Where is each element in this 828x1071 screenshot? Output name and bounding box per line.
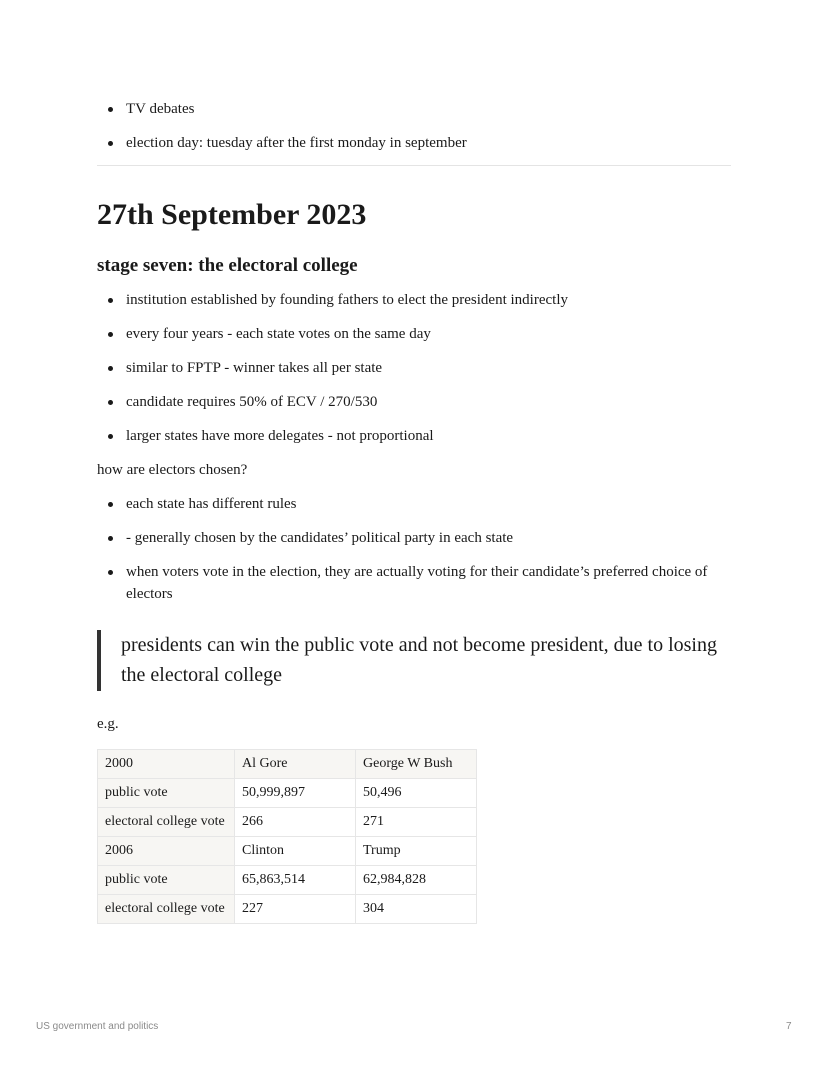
footer-title: US government and politics [36,1021,159,1032]
table-cell: 50,999,897 [235,779,356,808]
table-row [98,866,477,895]
table-cell: 62,984,828 [356,866,477,895]
list-item: when voters vote in the election, they are actually voting for their candidate’s preferred choice of electors [97,561,717,605]
table-cell: 271 [356,808,477,837]
table-cell: 65,863,514 [235,866,356,895]
list-item: each state has different rules [97,493,717,515]
divider [97,165,731,166]
list-item: larger states have more delegates - not proportional [97,425,731,447]
table-row [98,837,477,866]
table-cell: 2000 [98,750,235,779]
date-heading: 27th September 2023 [97,198,367,231]
table-cell: 304 [356,895,477,924]
list-item: election day: tuesday after the first monday in september [97,132,731,154]
table-cell: 227 [235,895,356,924]
list-item: TV debates [97,98,731,120]
bullet-list-electors [97,493,717,617]
table-row [98,808,477,837]
table-cell: public vote [98,779,235,808]
electors-question: how are electors chosen? [97,462,248,478]
table-cell: 50,496 [356,779,477,808]
table-cell: 266 [235,808,356,837]
bullet-list-electoral-college [97,289,731,459]
quote-block: presidents can win the public vote and not become president, due to losing the electoral college [97,630,741,691]
example-label: e.g. [97,716,119,732]
table-cell: electoral college vote [98,808,235,837]
table-cell: public vote [98,866,235,895]
list-item: candidate requires 50% of ECV / 270/530 [97,391,731,413]
table-row [98,779,477,808]
section-heading: stage seven: the electoral college [97,255,358,276]
table-cell: 2006 [98,837,235,866]
table-cell: Al Gore [235,750,356,779]
table-row [98,750,477,779]
table-cell: George W Bush [356,750,477,779]
list-item: institution established by founding fathers to elect the president indirectly [97,289,731,311]
election-results-table [97,749,477,924]
table-cell: Trump [356,837,477,866]
table-cell: Clinton [235,837,356,866]
page-number: 7 [786,1021,792,1032]
table-row [98,895,477,924]
list-item: similar to FPTP - winner takes all per state [97,357,731,379]
table-cell: electoral college vote [98,895,235,924]
list-item: every four years - each state votes on the same day [97,323,731,345]
bullet-list-campaign [97,98,731,166]
list-item: - generally chosen by the candidates’ political party in each state [97,527,717,549]
